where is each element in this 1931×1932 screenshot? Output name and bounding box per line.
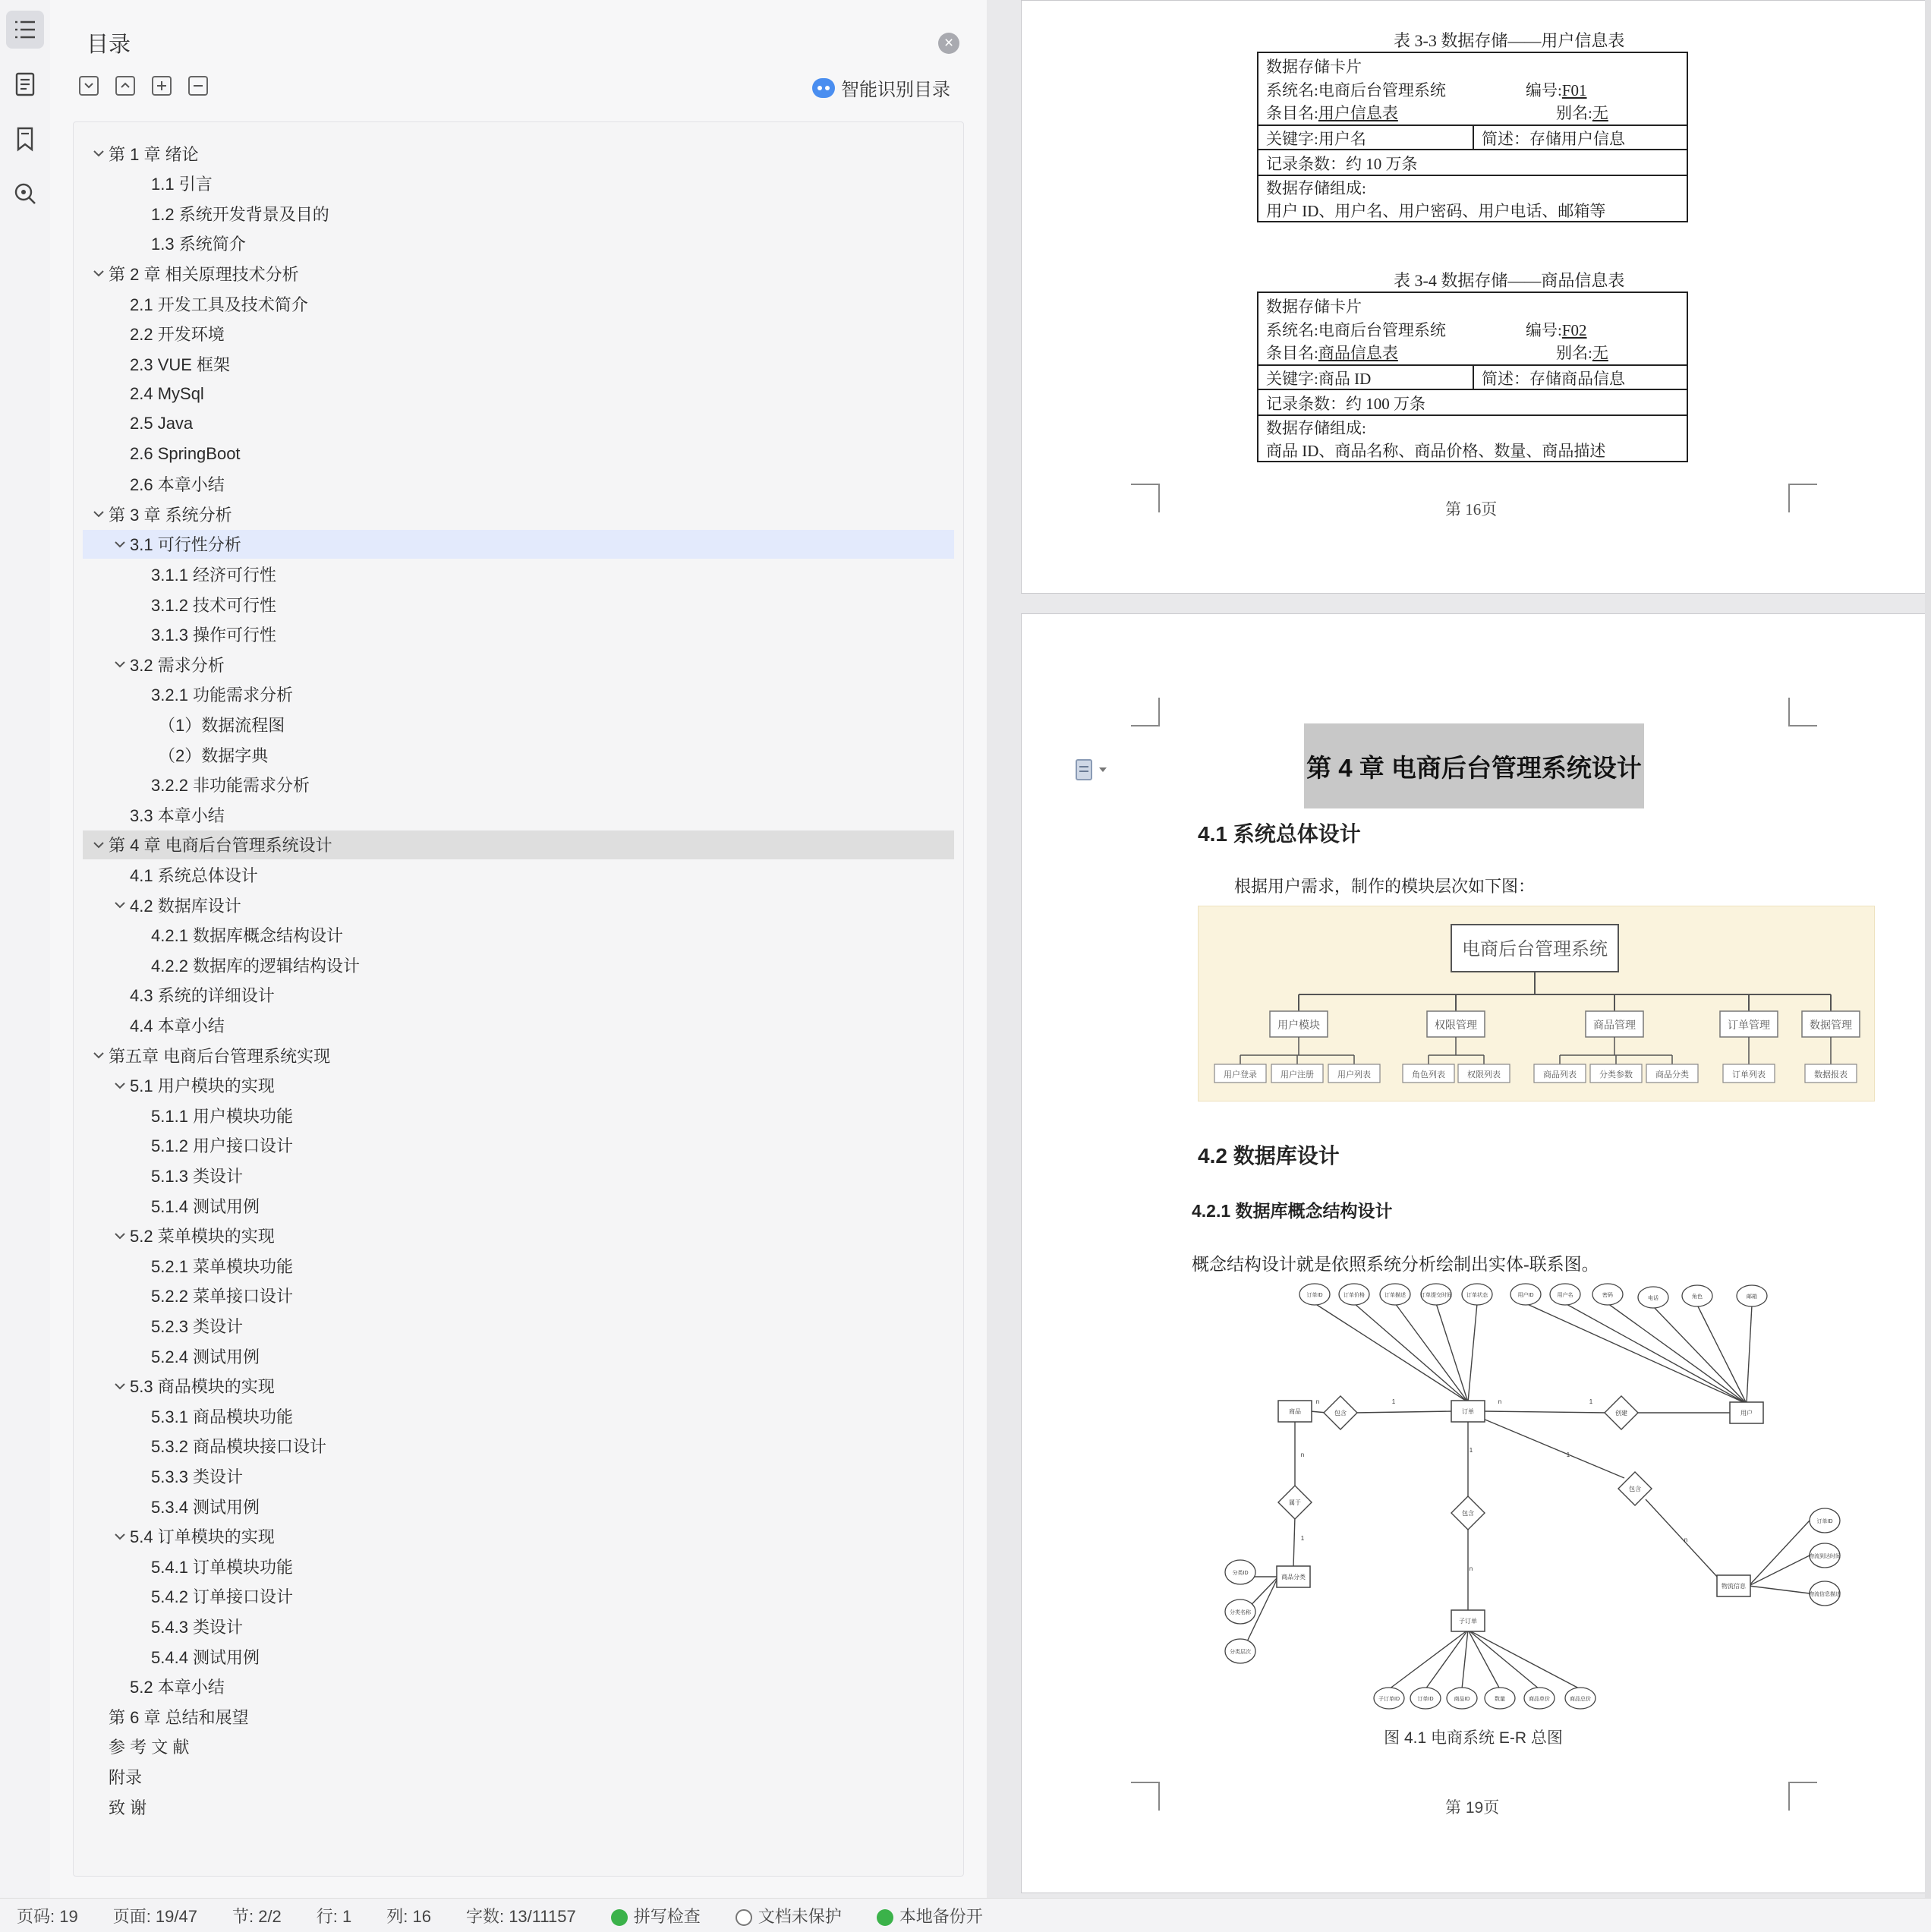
toc-item[interactable] <box>83 1582 954 1611</box>
composition: 用户 ID、用户名、用户密码、用户电话、邮箱等 <box>1266 202 1606 220</box>
er-label: 创建 <box>1615 1410 1627 1417</box>
figure-caption: 图 4.1 电商系统 E-R 总图 <box>1384 1729 1563 1747</box>
toc-item[interactable] <box>83 1702 954 1731</box>
er-label: 用户 <box>1740 1410 1753 1417</box>
toc-item[interactable] <box>83 860 954 889</box>
toc-item[interactable] <box>83 139 954 168</box>
toc-item[interactable] <box>83 289 954 318</box>
toc-item-label: 1.2 系统开发背景及目的 <box>151 204 329 224</box>
toc-item-label: 5.1.4 测试用例 <box>151 1196 260 1216</box>
er-label: 用户ID <box>1517 1293 1534 1298</box>
page-16 <box>1021 0 1926 594</box>
toc-item-label: 4.2.1 数据库概念结构设计 <box>151 926 344 946</box>
toc-item-label: 2.5 Java <box>130 414 194 433</box>
er-edge <box>1468 1630 1539 1689</box>
er-cardinality: n <box>1300 1451 1305 1458</box>
er-cardinality: n <box>1315 1398 1320 1405</box>
data-store-card-goods <box>1257 292 1688 462</box>
er-edge <box>1608 1303 1747 1404</box>
er-edge <box>1354 1411 1453 1413</box>
toc-item-label: 5.1.2 用户接口设计 <box>151 1136 294 1156</box>
toc-item[interactable] <box>83 1041 954 1070</box>
toc-item[interactable] <box>83 1492 954 1521</box>
toc-item[interactable] <box>83 800 954 829</box>
alias-value: 无 <box>1592 104 1608 122</box>
toc-list <box>73 121 964 1877</box>
er-label: 物流信息描述 <box>1809 1592 1841 1597</box>
composition-label: 数据存储组成: <box>1266 179 1366 197</box>
toc-item-label: 2.3 VUE 框架 <box>130 355 231 374</box>
outline-page-icon[interactable] <box>6 65 44 103</box>
toc-item-label: 5.4.4 测试用例 <box>151 1647 260 1667</box>
chevron-down-icon[interactable] <box>112 1378 128 1395</box>
er-label: 包含 <box>1334 1410 1347 1417</box>
chevron-down-icon[interactable] <box>90 837 107 853</box>
toc-item[interactable] <box>83 1642 954 1671</box>
page-number: 第 19页 <box>1445 1799 1500 1817</box>
toc-item[interactable] <box>83 1461 954 1490</box>
toc-item[interactable] <box>83 229 954 258</box>
crop-mark <box>1131 484 1160 512</box>
toc-item[interactable] <box>83 1401 954 1430</box>
add-level-icon[interactable] <box>152 76 172 96</box>
toc-item[interactable] <box>83 740 954 769</box>
data-store-card-user <box>1257 52 1688 222</box>
word-count[interactable]: 字数: 13/11157 <box>465 1906 576 1926</box>
er-edge <box>1747 1305 1752 1404</box>
module-label: 权限管理 <box>1435 1019 1477 1031</box>
toc-item[interactable] <box>83 470 954 499</box>
toc-item[interactable] <box>83 981 954 1010</box>
alias-value: 无 <box>1592 344 1608 362</box>
er-edge <box>1468 1303 1477 1402</box>
toc-item[interactable] <box>83 1732 954 1761</box>
bookmark-icon[interactable] <box>6 120 44 158</box>
er-label: 订单 <box>1462 1408 1474 1415</box>
crop-mark <box>1788 698 1817 726</box>
er-label: 商品分类 <box>1281 1574 1306 1581</box>
alias-label: 别名: <box>1556 104 1592 122</box>
toc-item-label: 3.1.1 经济可行性 <box>151 565 277 585</box>
id-value: F02 <box>1561 321 1587 339</box>
section-indicator: 节: 2/2 <box>232 1906 282 1926</box>
er-label: 商品ID <box>1454 1697 1470 1702</box>
body-paragraph: 根据用户需求，制作的模块层次如下图： <box>1234 877 1536 896</box>
backup-icon <box>877 1909 893 1926</box>
toc-item[interactable] <box>83 590 954 619</box>
system-name: 电商后台管理系统 <box>1318 321 1446 339</box>
er-edge <box>1646 1499 1718 1578</box>
er-edge <box>1468 1630 1580 1689</box>
chevron-down-icon[interactable] <box>112 1528 128 1545</box>
submodule-label: 权限列表 <box>1467 1070 1501 1079</box>
toc-item[interactable] <box>83 1552 954 1581</box>
er-cardinality: n <box>1498 1398 1502 1405</box>
key-label: 关键字:商品 ID <box>1266 370 1372 388</box>
document-view[interactable] <box>987 0 1931 1898</box>
composition: 商品 ID、商品名称、商品价格、数量、商品描述 <box>1266 442 1606 460</box>
er-label: 订单价格 <box>1344 1293 1365 1298</box>
er-label: 电话 <box>1648 1296 1659 1301</box>
crop-mark <box>1788 484 1817 512</box>
toc-item[interactable] <box>83 1221 954 1250</box>
submodule-label: 用户登录 <box>1224 1070 1257 1079</box>
toc-item[interactable] <box>83 921 954 950</box>
module-hierarchy-diagram <box>1198 906 1875 1102</box>
er-edge <box>1293 1516 1295 1568</box>
toc-item-label: 第 3 章 系统分析 <box>109 505 232 525</box>
entry-value: 商品信息表 <box>1318 344 1398 362</box>
toc-item-label: 第五章 电商后台管理系统实现 <box>109 1046 331 1066</box>
toc-item[interactable] <box>83 1612 954 1640</box>
toc-item-label: 3.1 可行性分析 <box>130 535 241 555</box>
find-in-doc-icon[interactable] <box>6 175 44 213</box>
er-label: 密码 <box>1602 1293 1613 1298</box>
toc-item[interactable] <box>83 1281 954 1310</box>
id-label: 编号: <box>1526 81 1562 99</box>
spell-check-label: 拼写检查 <box>633 1906 701 1926</box>
er-edge <box>1749 1555 1810 1586</box>
er-cardinality: n <box>1684 1536 1688 1543</box>
er-label: 订单提交时间 <box>1420 1293 1452 1298</box>
expand-up-icon[interactable] <box>115 76 135 96</box>
toc-item-label: 致 谢 <box>109 1798 147 1817</box>
section-heading-4-2: 4.2 数据库设计 <box>1198 1144 1340 1168</box>
vertical-scrollbar[interactable] <box>1925 0 1931 1898</box>
toc-item-label: 3.2.1 功能需求分析 <box>151 685 294 705</box>
er-cardinality: 1 <box>1589 1398 1593 1405</box>
root-module-label: 电商后台管理系统 <box>1462 939 1608 960</box>
er-label: 订单ID <box>1816 1519 1833 1524</box>
submodule-label: 商品列表 <box>1543 1070 1577 1079</box>
er-label: 子订单 <box>1459 1618 1477 1625</box>
crop-mark <box>1131 698 1160 726</box>
er-label: 包含 <box>1462 1510 1474 1517</box>
er-label: 物流到达时间 <box>1809 1554 1841 1559</box>
toc-item-label: 2.2 开发环境 <box>130 325 225 345</box>
er-edge <box>1565 1303 1747 1404</box>
remove-level-icon[interactable] <box>188 76 208 96</box>
er-label: 订单描述 <box>1384 1293 1406 1298</box>
toc-item[interactable] <box>83 1762 954 1791</box>
toc-item-label: 5.2.2 菜单接口设计 <box>151 1287 294 1306</box>
table-caption: 表 3-4 数据存储——商品信息表 <box>1394 271 1625 290</box>
er-label: 商品单价 <box>1529 1697 1550 1702</box>
er-edge <box>1395 1303 1468 1402</box>
toc-item-label: 4.2.2 数据库的逻辑结构设计 <box>151 956 361 975</box>
table-caption: 表 3-3 数据存储——用户信息表 <box>1394 31 1625 50</box>
er-label: 物流信息 <box>1722 1583 1746 1590</box>
chapter-title: 第 4 章 电商后台管理系统设计 <box>1304 723 1644 808</box>
module-label: 商品管理 <box>1593 1019 1636 1031</box>
chevron-down-icon[interactable] <box>112 656 128 673</box>
card-header: 数据存储卡片 <box>1266 58 1362 76</box>
id-value: F01 <box>1561 81 1587 99</box>
toc-item-label: 1.1 引言 <box>151 175 213 194</box>
toc-item-label: 2.1 开发工具及技术简介 <box>130 295 308 314</box>
er-edge <box>1483 1419 1624 1478</box>
toc-item-label: 4.3 系统的详细设计 <box>130 986 275 1006</box>
toc-item[interactable] <box>83 169 954 198</box>
toc-item[interactable] <box>83 1071 954 1100</box>
page-19 <box>1021 613 1926 1893</box>
page-indicator[interactable]: 页面: 19/47 <box>112 1906 197 1926</box>
er-edge <box>1462 1630 1468 1689</box>
toc-item-label: 附录 <box>109 1767 143 1787</box>
toc-item[interactable] <box>83 650 954 679</box>
paste-options-icon[interactable] <box>1073 757 1113 786</box>
er-edge <box>1653 1306 1747 1404</box>
card-header: 数据存储卡片 <box>1266 298 1362 316</box>
toc-item-label: 4.2 数据库设计 <box>130 896 241 916</box>
toc-item-label: 2.4 MySql <box>130 383 204 403</box>
er-cardinality: 1 <box>1300 1535 1305 1542</box>
toc-item-label: 第 6 章 总结和展望 <box>109 1707 249 1727</box>
er-cardinality: n <box>1469 1565 1473 1572</box>
submodule-label: 用户列表 <box>1337 1070 1371 1079</box>
toc-item[interactable] <box>83 1372 954 1401</box>
toc-item-label: 5.1 用户模块的实现 <box>130 1076 275 1096</box>
crop-mark <box>1131 1782 1160 1811</box>
section-heading-4-1: 4.1 系统总体设计 <box>1198 822 1361 846</box>
toc-item-label: 5.4 订单模块的实现 <box>130 1527 275 1547</box>
er-label: 角色 <box>1692 1294 1703 1300</box>
toc-item-label: 1.3 系统简介 <box>151 235 246 254</box>
toc-item[interactable] <box>83 950 954 979</box>
toc-item[interactable] <box>83 1161 954 1190</box>
toc-item-label: 5.2.1 菜单模块功能 <box>151 1256 294 1276</box>
er-label: 分类ID <box>1232 1571 1249 1576</box>
toc-item[interactable] <box>83 320 954 348</box>
doc-protect-label: 文档未保护 <box>758 1906 842 1926</box>
toc-item[interactable] <box>83 559 954 588</box>
local-backup-label: 本地备份开 <box>899 1906 983 1926</box>
smart-toc-button[interactable] <box>812 74 950 101</box>
entry-label: 条目名: <box>1266 104 1318 122</box>
subsection-heading-4-2-1: 4.2.1 数据库概念结构设计 <box>1192 1201 1393 1221</box>
summary: 简述：存储用户信息 <box>1482 130 1625 148</box>
toc-item[interactable] <box>83 500 954 528</box>
toc-item-label: 5.3.2 商品模块接口设计 <box>151 1437 327 1457</box>
toc-item-label: 5.4.3 类设计 <box>151 1617 244 1637</box>
column-indicator: 列: 16 <box>386 1906 431 1926</box>
toc-item-label: 5.2 本章小结 <box>130 1678 225 1697</box>
er-label: 用户名 <box>1557 1293 1573 1298</box>
submodule-label: 角色列表 <box>1412 1070 1445 1079</box>
er-edge <box>1526 1303 1747 1404</box>
system-name: 电商后台管理系统 <box>1318 81 1446 99</box>
system-label: 系统名: <box>1266 81 1318 99</box>
er-edge <box>1436 1303 1468 1402</box>
doc-protect-button[interactable] <box>736 1904 842 1927</box>
er-label: 属于 <box>1289 1499 1301 1506</box>
er-edge <box>1749 1521 1810 1586</box>
er-label: 分类名称 <box>1230 1610 1251 1615</box>
er-label: 数量 <box>1495 1697 1505 1702</box>
toc-item[interactable] <box>83 771 954 799</box>
chevron-down-icon[interactable] <box>90 1047 107 1064</box>
toc-item-label: 5.3.4 测试用例 <box>151 1497 260 1517</box>
er-label: 订单ID <box>1306 1293 1323 1298</box>
module-label: 订单管理 <box>1728 1019 1770 1031</box>
er-cardinality: 1 <box>1391 1398 1396 1405</box>
toc-item-label: 第 1 章 绪论 <box>109 144 199 164</box>
status-bar <box>0 1898 1931 1932</box>
chevron-down-icon[interactable] <box>112 1077 128 1094</box>
toc-title: 目录 <box>87 33 131 57</box>
id-label: 编号: <box>1526 321 1562 339</box>
toc-item[interactable] <box>83 349 954 378</box>
composition-label: 数据存储组成: <box>1266 419 1366 437</box>
toc-item[interactable] <box>83 1522 954 1551</box>
sidebar-rail <box>0 0 51 1898</box>
chevron-down-icon[interactable] <box>112 1228 128 1244</box>
er-diagram <box>1196 1282 1879 1715</box>
smart-toc-label: 智能识别目录 <box>841 80 950 100</box>
toc-item-label: 3.3 本章小结 <box>130 805 225 825</box>
page-code: 页码: 19 <box>17 1906 78 1926</box>
er-cardinality: 1 <box>1469 1447 1473 1454</box>
spell-check-button[interactable] <box>611 1904 701 1927</box>
toc-item-label: 5.3.1 商品模块功能 <box>151 1407 294 1426</box>
toc-item-label: 第 4 章 电商后台管理系统设计 <box>109 836 332 856</box>
toc-item[interactable] <box>83 1131 954 1160</box>
toc-item[interactable] <box>83 1191 954 1220</box>
submodule-label: 用户注册 <box>1281 1070 1314 1079</box>
toc-item-label: 4.1 系统总体设计 <box>130 865 258 885</box>
toc-list-icon[interactable] <box>6 11 44 49</box>
toc-item[interactable] <box>83 620 954 649</box>
chevron-down-icon[interactable] <box>90 145 107 162</box>
er-edge <box>1354 1303 1468 1402</box>
er-edge <box>1425 1630 1468 1689</box>
er-cardinality: 1 <box>1566 1451 1570 1458</box>
shield-icon <box>736 1909 752 1926</box>
toc-panel <box>50 0 987 1898</box>
toc-item[interactable] <box>83 1101 954 1130</box>
toc-item[interactable] <box>83 1251 954 1280</box>
system-label: 系统名: <box>1266 321 1318 339</box>
module-label: 数据管理 <box>1810 1019 1852 1031</box>
toc-item[interactable] <box>83 1672 954 1701</box>
toc-item[interactable] <box>83 259 954 288</box>
toc-item[interactable] <box>83 680 954 709</box>
toc-item-label: 4.4 本章小结 <box>130 1016 225 1035</box>
toc-item[interactable] <box>83 380 954 408</box>
toc-item[interactable] <box>83 1432 954 1461</box>
er-label: 子订单ID <box>1378 1697 1400 1702</box>
er-edge <box>1697 1305 1747 1404</box>
chevron-down-icon[interactable] <box>112 897 128 913</box>
er-edge <box>1483 1411 1608 1413</box>
toc-item[interactable] <box>83 409 954 438</box>
submodule-label: 订单列表 <box>1732 1070 1766 1079</box>
record-count: 记录条数：约 100 万条 <box>1266 395 1425 413</box>
er-label: 邮箱 <box>1747 1294 1757 1300</box>
module-label: 用户模块 <box>1277 1019 1320 1031</box>
er-edge <box>1749 1586 1810 1593</box>
submodule-label: 分类参数 <box>1599 1070 1633 1079</box>
er-edge <box>1389 1630 1468 1689</box>
toc-item[interactable] <box>83 890 954 919</box>
collapse-all-icon[interactable] <box>79 76 99 96</box>
er-label: 商品 <box>1289 1408 1301 1415</box>
toc-item[interactable] <box>83 1311 954 1340</box>
toc-item-label: （1）数据流程图 <box>159 715 285 735</box>
summary: 简述：存储商品信息 <box>1482 370 1625 388</box>
toc-item-label: （2）数据字典 <box>159 745 269 765</box>
crop-mark <box>1788 1782 1817 1811</box>
er-label: 包含 <box>1629 1486 1641 1492</box>
chevron-down-icon[interactable] <box>90 506 107 522</box>
toc-item[interactable] <box>83 530 954 559</box>
toc-item-label: 5.1.3 类设计 <box>151 1166 244 1186</box>
submodule-label: 商品分类 <box>1655 1070 1689 1079</box>
check-icon <box>611 1909 628 1926</box>
toc-item[interactable] <box>83 710 954 739</box>
close-icon[interactable]: × <box>938 33 959 54</box>
toc-item-label: 5.3 商品模块的实现 <box>130 1377 275 1397</box>
toc-item-label: 5.2.3 类设计 <box>151 1316 244 1336</box>
toc-item[interactable] <box>83 199 954 228</box>
toc-item[interactable] <box>83 1341 954 1370</box>
page-number: 第 16页 <box>1445 500 1498 518</box>
toc-item-label: 5.1.1 用户模块功能 <box>151 1106 294 1126</box>
toc-item-label: 3.1.3 操作可行性 <box>151 626 277 645</box>
local-backup-button[interactable] <box>877 1904 983 1927</box>
er-label: 订单状态 <box>1466 1293 1488 1298</box>
er-label: 分类层次 <box>1230 1650 1251 1655</box>
body-paragraph: 概念结构设计就是依照系统分析绘制出实体-联系图。 <box>1192 1255 1599 1274</box>
toc-item-label: 2.6 SpringBoot <box>130 444 241 463</box>
toc-item-label: 5.2 菜单模块的实现 <box>130 1227 275 1247</box>
er-label: 商品总价 <box>1570 1697 1591 1702</box>
er-label: 订单ID <box>1417 1697 1434 1702</box>
line-indicator: 行: 1 <box>316 1906 352 1926</box>
ai-robot-icon <box>812 78 835 98</box>
submodule-label: 数据报表 <box>1814 1070 1848 1079</box>
toc-item-label: 3.1.2 技术可行性 <box>151 595 277 615</box>
toc-item-label: 5.4.1 订单模块功能 <box>151 1557 294 1577</box>
toc-item[interactable] <box>83 830 954 859</box>
toc-item-label: 2.6 本章小结 <box>130 475 225 495</box>
toc-item[interactable] <box>83 1792 954 1821</box>
record-count: 记录条数：约 10 万条 <box>1266 155 1418 173</box>
toc-item-label: 5.3.3 类设计 <box>151 1467 244 1486</box>
toc-item-label: 3.2 需求分析 <box>130 655 225 675</box>
key-label: 关键字:用户名 <box>1266 130 1366 148</box>
alias-label: 别名: <box>1556 344 1592 362</box>
toc-item[interactable] <box>83 1010 954 1039</box>
chevron-down-icon[interactable] <box>90 265 107 282</box>
toc-item-label: 5.2.4 测试用例 <box>151 1347 260 1366</box>
toc-item-label: 第 2 章 相关原理技术分析 <box>109 264 299 284</box>
entry-value: 用户信息表 <box>1318 104 1398 122</box>
chevron-down-icon[interactable] <box>112 536 128 553</box>
toc-item-label: 5.4.2 订单接口设计 <box>151 1587 294 1607</box>
entry-label: 条目名: <box>1266 344 1318 362</box>
er-edge <box>1315 1303 1468 1402</box>
toc-item[interactable] <box>83 440 954 468</box>
toc-item-label: 参 考 文 献 <box>109 1738 190 1757</box>
toc-item-label: 3.2.2 非功能需求分析 <box>151 776 310 796</box>
